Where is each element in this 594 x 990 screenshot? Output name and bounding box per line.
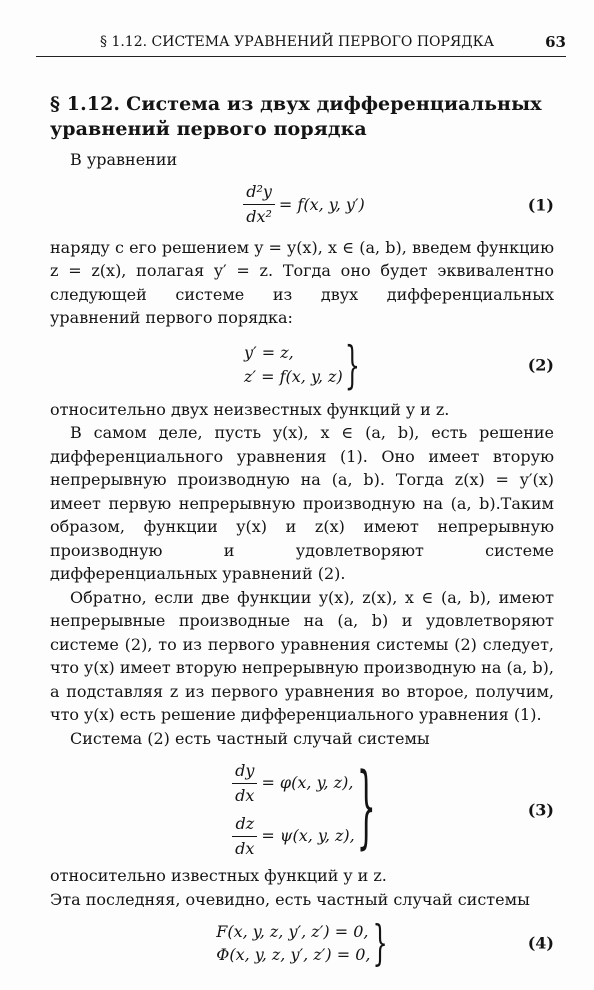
eq1-tag: (1) xyxy=(527,194,554,214)
paragraph-2: относительно двух неизвестных функций y и z. xyxy=(50,399,450,419)
section-number: § 1.12. xyxy=(50,93,121,115)
eq2-line-1: y′ = z, xyxy=(243,343,294,362)
eq3-system xyxy=(228,756,376,861)
eq1-fraction xyxy=(243,180,275,229)
eq1-numerator: d²y xyxy=(243,180,275,205)
right-brace-icon: } xyxy=(344,335,361,394)
eq3-row1-numerator: dy xyxy=(232,759,257,784)
eq2-tag: (2) xyxy=(527,354,554,374)
eq3-row2-rhs: = ψ(x, y, z), xyxy=(261,826,355,845)
eq3-row2-denominator: dx xyxy=(235,839,255,858)
section-heading xyxy=(50,92,554,142)
equation-3 xyxy=(50,756,554,864)
eq4-line-2: Φ(x, y, z, y′, z′) = 0, xyxy=(216,945,371,964)
eq3-row2-numerator: dz xyxy=(232,812,257,837)
running-header xyxy=(36,30,566,57)
equation-2 xyxy=(50,332,554,398)
eq4-tag: (4) xyxy=(527,933,554,953)
right-brace-icon: } xyxy=(372,915,388,971)
section-title: Система из двух дифференциальных уравнений первого порядка xyxy=(50,93,542,140)
eq3-tag: (3) xyxy=(527,800,554,820)
eq3-row-1 xyxy=(228,759,353,808)
eq4-line-1: F(x, y, z, y′, z′) = 0, xyxy=(216,921,369,941)
eq3-row1-rhs: = φ(x, y, z), xyxy=(261,773,354,792)
eq3-row1-denominator: dx xyxy=(235,786,255,805)
right-brace-icon: } xyxy=(356,756,376,861)
running-title: § 1.12. СИСТЕМА УРАВНЕНИЙ ПЕРВОГО ПОРЯДКА xyxy=(100,33,495,50)
page-number: 63 xyxy=(545,32,566,51)
intro-text: В уравнении xyxy=(70,150,178,169)
equation-4 xyxy=(50,913,554,973)
paragraph-1: наряду с его решением y = y(x), x ∈ (a, b), введем функцию z = z(x), полагая y′ = z. Тогда оно будет эквивалентно следующей системе из двух дифференциальных уравнений первого порядка: xyxy=(50,237,554,327)
paragraph-5: Система (2) есть частный случай системы xyxy=(70,728,430,748)
page-content xyxy=(50,92,554,973)
paragraph-3: В самом деле, пусть y(x), x ∈ (a, b), есть решение дифференциального уравнения (1). Оно имеет вторую непрерывную производную на (a, b). Тогда z(x) = y′(x) имеет первую непрерывную производную на (a, b).Таким образом, функции y(x) и z(x) имеют непрерывную производную и удовлетворяют системе дифференциальных уравнений (2). xyxy=(50,423,554,583)
paragraph-4: Обратно, если две функции y(x), z(x), x ∈ (a, b), имеют непрерывные производные на (a, b) и удовлетворяют системе (2), то из первого уравнения системы (2) следует, что y(x) имеет вторую непрерывную производную на (a, b), а подставляя z из первого уравнения во второе, получим, что y(x) есть решение дифференциального уравнения (1). xyxy=(50,587,554,724)
equation-1 xyxy=(50,174,554,236)
eq3-row-2 xyxy=(228,812,355,861)
eq1-denominator: dx² xyxy=(246,207,272,226)
eq2-line-2: z′ = f(x, y, z) xyxy=(243,366,343,386)
paragraph-6: относительно известных функций y и z. xyxy=(50,866,387,885)
eq4-system xyxy=(216,915,388,971)
eq2-system xyxy=(243,335,361,394)
eq1-rhs: = f(x, y, y′) xyxy=(278,194,365,214)
paragraph-7: Эта последняя, очевидно, есть частный случай системы xyxy=(50,889,530,909)
